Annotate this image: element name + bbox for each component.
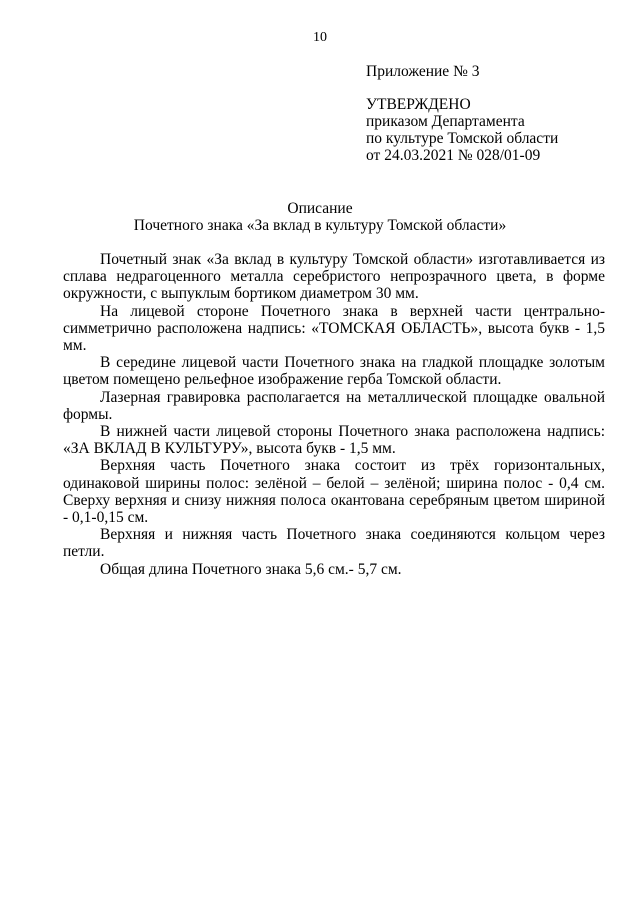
page-number: 10 [313, 30, 327, 45]
title-heading: Описание [287, 200, 353, 217]
paragraph: Общая длина Почетного знака 5,6 см.- 5,7 см. [100, 560, 402, 578]
paragraph: Лазерная гравировка располагается на металлической площадке овальной формы. [63, 388, 605, 423]
paragraph: Почетный знак «За вклад в культуру Томской области» изготавливается из сплава недрагоценного металла серебристого непрозрачного цвета, в форме окружности, с выпуклым бортиком диаметром 30 мм. [63, 251, 605, 303]
approved-label: УТВЕРЖДЕНО [366, 96, 471, 113]
approval-date-line: от 24.03.2021 № 028/01-09 [366, 147, 541, 164]
approval-order-line: приказом Департамента [366, 113, 525, 130]
paragraph: На лицевой стороне Почетного знака в верхней части центрально-симметрично расположена надпись: «ТОМСКАЯ ОБЛАСТЬ», высота букв - 1,5 мм. [63, 302, 605, 355]
document-title [0, 200, 640, 234]
paragraph: Верхняя часть Почетного знака состоит из трёх горизонтальных, одинаковой ширины полос: зелёной – белой – зелёной; ширина полос - 0,4 см. Сверху верхняя и снизу нижняя полоса окантована серебряным цветом шириной - 0,1-0,15 см. [63, 457, 605, 527]
paragraph: Верхняя и нижняя часть Почетного знака соединяются кольцом через петли. [63, 526, 605, 561]
appendix-label: Приложение № 3 [366, 63, 480, 80]
document-body [63, 251, 605, 578]
approval-block [366, 63, 558, 164]
paragraph: В нижней части лицевой стороны Почетного знака расположена надпись: «ЗА ВКЛАД В КУЛЬТУРУ», высота букв - 1,5 мм. [63, 423, 605, 458]
paragraph: В середине лицевой части Почетного знака на гладкой площадке золотым цветом помещено рельефное изображение герба Томской области. [63, 354, 605, 389]
title-subheading: Почетного знака «За вклад в культуру Томской области» [133, 217, 507, 234]
approval-department-line: по культуре Томской области [366, 130, 559, 147]
